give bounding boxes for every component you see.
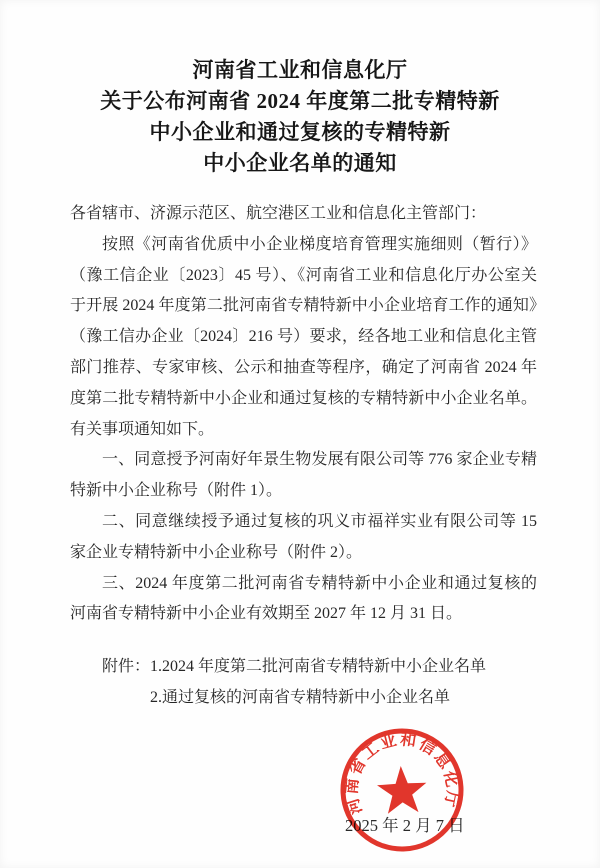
star-icon bbox=[376, 765, 428, 815]
attachment-item-1: 1.2024 年度第二批河南省专精特新中小企业名单 bbox=[150, 658, 487, 676]
title-line-2: 关于公布河南省 2024 年度第二批专精特新 bbox=[100, 89, 500, 113]
official-seal bbox=[313, 701, 492, 868]
title-line-4: 中小企业名单的通知 bbox=[203, 151, 397, 175]
salutation: 各省辖市、济源示范区、航空港区工业和信息化主管部门： bbox=[70, 205, 487, 222]
seal-text: 河南省工业和信息化厅 bbox=[343, 731, 461, 817]
paragraph-item-1: 一、同意授予河南好年景生物发展有限公司等 776 家企业专精特新中小企业称号（附件 1）。 bbox=[70, 451, 537, 500]
title-line-1: 河南省工业和信息化厅 bbox=[192, 58, 408, 82]
title-line-3: 中小企业和通过复核的专精特新 bbox=[149, 120, 451, 144]
document-date: 2025 年 2 月 7 日 bbox=[345, 816, 465, 835]
document-body bbox=[70, 199, 537, 714]
document-title bbox=[0, 55, 600, 179]
paragraph-item-2: 二、同意继续授予通过复核的巩义市福祥实业有限公司等 15 家企业专精特新中小企业称号（附件 2）。 bbox=[70, 512, 537, 561]
attachments-label: 附件： bbox=[102, 658, 151, 676]
attachment-item-2: 2.通过复核的河南省专精特新中小企业名单 bbox=[150, 688, 451, 706]
paragraph-intro: 按照《河南省优质中小企业梯度培育管理实施细则（暂行）》（豫工信企业〔2023〕45 号）、《河南省工业和信息化厅办公室关于开展 2024 年度第二批河南省专精特新中小企业培育工作的通知》（豫工信办企业〔2024〕216 号）要求，经各地工业和信息化主管部门推荐、专家审核、公示和抽查等程序，确定了河南省 2024 年度第二批专精特新中小企业和通过复核的专精特新中小企业名单。有关事项通知如下。 bbox=[70, 235, 537, 438]
paragraph-item-3: 三、2024 年度第二批河南省专精特新中小企业和通过复核的河南省专精特新中小企业有效期至 2027 年 12 月 31 日。 bbox=[70, 574, 537, 623]
